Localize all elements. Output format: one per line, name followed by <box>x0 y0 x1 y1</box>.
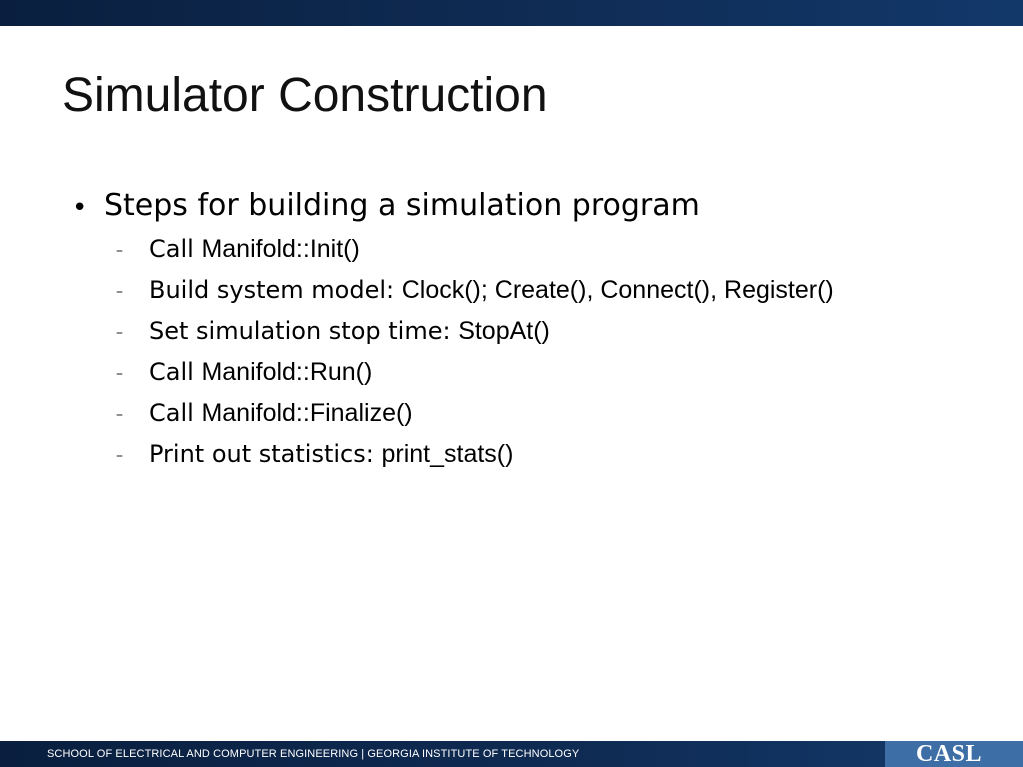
sub-item-code: Manifold::Init() <box>201 235 360 263</box>
casl-logo-text: CASL <box>915 741 983 767</box>
slide-title: Simulator Construction <box>62 69 548 122</box>
sub-item-label: Call <box>149 358 202 386</box>
dash-marker: – <box>116 325 123 341</box>
footer-bar <box>0 741 1023 767</box>
sub-item-label: Call <box>149 235 202 263</box>
sub-item <box>0 396 1000 430</box>
dash-marker: – <box>116 407 123 423</box>
sub-item-label: Call <box>149 399 202 427</box>
sub-item <box>0 232 1000 266</box>
casl-logo <box>885 741 1023 767</box>
sub-item <box>0 314 1000 348</box>
sub-item <box>0 355 1000 389</box>
sub-item <box>0 273 1000 307</box>
sub-item-label: Build system model: <box>149 276 402 304</box>
sub-item-text <box>149 396 413 430</box>
dash-marker: – <box>116 366 123 382</box>
header-bar <box>0 0 1023 26</box>
dash-marker: – <box>116 284 123 300</box>
sub-item-label: Set simulation stop time: <box>149 317 459 345</box>
sub-item-text <box>149 314 550 348</box>
bullet-text: Steps for building a simulation program <box>104 188 700 223</box>
sub-item <box>0 437 1000 471</box>
dash-marker: – <box>116 243 123 259</box>
sub-item-code: Manifold::Run() <box>201 358 373 386</box>
sub-item-text <box>149 355 372 389</box>
sub-item-text <box>149 273 834 307</box>
sub-item-text <box>149 232 360 266</box>
dash-marker: – <box>116 448 123 464</box>
sub-item-code: StopAt() <box>458 317 550 345</box>
sub-item-code: print_stats() <box>381 440 514 468</box>
footer-text: SCHOOL OF ELECTRICAL AND COMPUTER ENGINEERING | GEORGIA INSTITUTE OF TECHNOLOGY <box>47 748 580 760</box>
bullet-marker: • <box>72 193 88 223</box>
sub-item-text <box>149 437 513 471</box>
sub-item-code: Manifold::Finalize() <box>201 399 413 427</box>
sub-item-code: Clock(); Create(), Connect(), Register() <box>401 276 834 304</box>
sub-item-label: Print out statistics: <box>149 440 382 468</box>
